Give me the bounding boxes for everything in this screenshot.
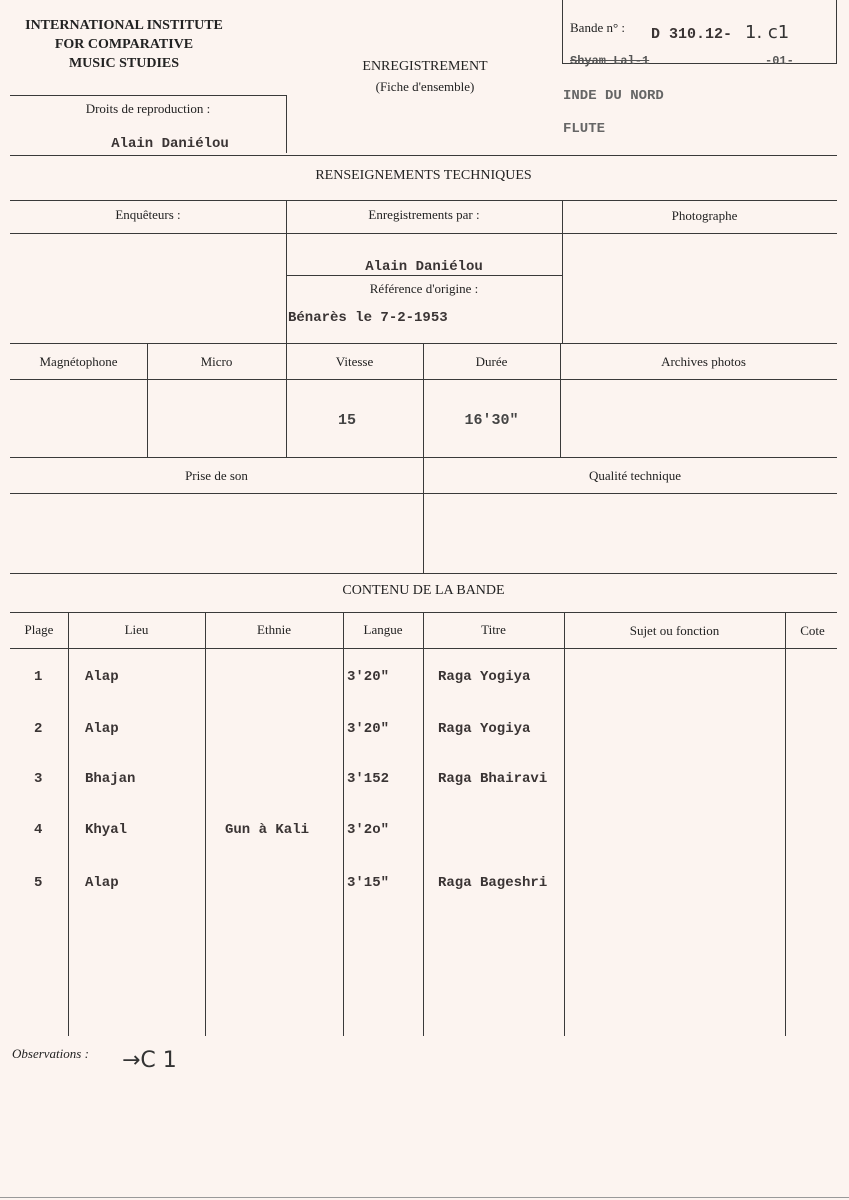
bande-region: INDE DU NORD [563, 88, 664, 104]
row-lieu: Bhajan [85, 771, 136, 787]
magnetophone-label: Magnétophone [39, 354, 118, 369]
bande-handwritten: 1. c1 [745, 22, 790, 43]
vitesse-value: 15 [337, 412, 356, 429]
row-lieu: Khyal [85, 822, 128, 838]
row-plage: 2 [34, 721, 43, 737]
col-titre: Titre [481, 622, 506, 637]
row-langue: 3'2o" [347, 822, 390, 838]
bande-label: Bande n° : [570, 20, 626, 35]
bande-struck-suffix: -01- [765, 54, 794, 68]
tech-heading: RENSEIGNEMENTS TECHNIQUES [315, 168, 532, 183]
photographe-label: Photographe [671, 208, 738, 223]
row-titre: Raga Yogiya [438, 669, 531, 685]
observations-label: Observations : [12, 1046, 89, 1061]
reference-value: Bénarès le 7-2-1953 [288, 310, 448, 326]
col-langue: Langue [363, 622, 403, 637]
form-title: ENREGISTREMENT [362, 59, 488, 74]
institute-line-2: FOR COMPARATIVE [54, 37, 194, 52]
bande-number: D 310.12- [651, 26, 733, 43]
row-lieu: Alap [85, 721, 119, 737]
qualite-label: Qualité technique [588, 468, 682, 483]
col-cote: Cote [800, 623, 825, 638]
row-plage: 4 [34, 822, 43, 838]
duree-label: Durée [475, 354, 508, 369]
row-lieu: Alap [85, 875, 119, 891]
enqueteurs-label: Enquêteurs : [115, 207, 181, 222]
row-langue: 3'15" [347, 875, 390, 891]
row-ethnie: Gun à Kali [225, 822, 310, 838]
observations-handwritten: →C 1 [122, 1048, 177, 1073]
prise-label: Prise de son [185, 468, 248, 483]
duree-value: 16'30" [464, 412, 519, 429]
droits-value: Alain Daniélou [111, 136, 229, 152]
enregistreur-value: Alain Daniélou [365, 259, 483, 275]
row-titre: Raga Yogiya [438, 721, 531, 737]
col-sujet: Sujet ou fonction [629, 623, 720, 638]
row-plage: 1 [34, 669, 43, 685]
enregistrements-label: Enregistrements par : [368, 207, 480, 222]
institute-name [8, 16, 240, 73]
institute-line-1: INTERNATIONAL INSTITUTE [25, 18, 223, 33]
row-langue: 3'20" [347, 721, 390, 737]
archives-label: Archives photos [661, 354, 746, 369]
row-lieu: Alap [85, 669, 119, 685]
institute-line-3: MUSIC STUDIES [68, 56, 180, 71]
row-langue: 3'20" [347, 669, 390, 685]
row-langue: 3'152 [347, 771, 390, 787]
form-subtitle: (Fiche d'ensemble) [375, 79, 475, 94]
row-plage: 3 [34, 771, 43, 787]
row-plage: 5 [34, 875, 43, 891]
col-lieu: Lieu [124, 622, 149, 637]
col-plage: Plage [24, 622, 54, 637]
row-titre: Raga Bageshri [438, 875, 548, 891]
contenu-heading: CONTENU DE LA BANDE [342, 583, 505, 598]
bande-struck-text: Shyam Lal-1 [570, 54, 650, 68]
droits-label: Droits de reproduction : [85, 101, 211, 116]
col-ethnie: Ethnie [257, 622, 291, 637]
micro-label: Micro [200, 354, 233, 369]
row-titre: Raga Bhairavi [438, 771, 548, 787]
vitesse-label: Vitesse [335, 354, 374, 369]
bande-instrument: FLUTE [563, 121, 606, 137]
reference-label: Référence d'origine : [369, 281, 479, 296]
